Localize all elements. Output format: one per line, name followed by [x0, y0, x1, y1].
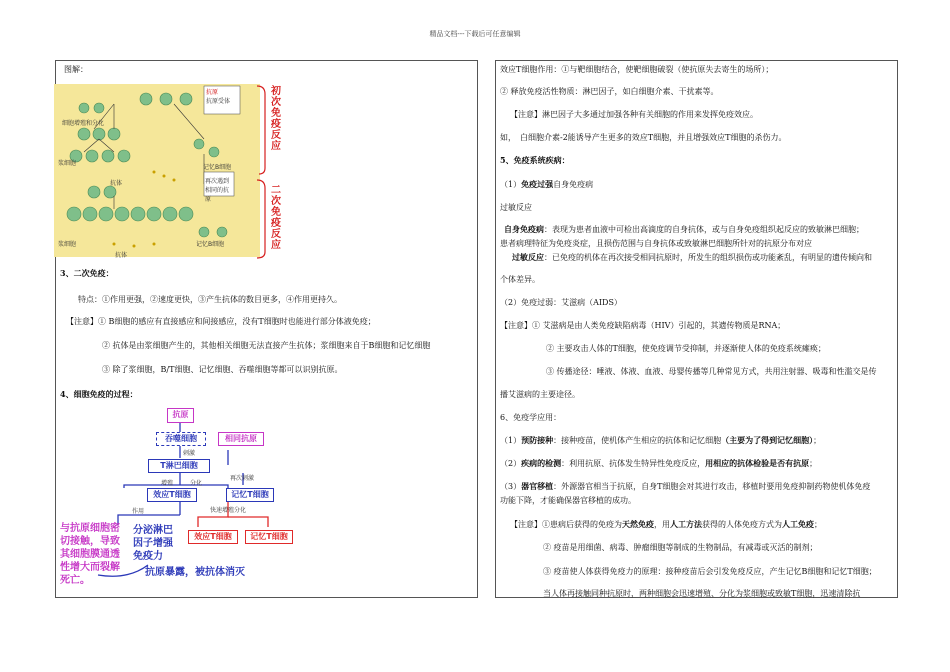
aids-note-3: ③ 传播途径：唾液、体液、血液、母婴传播等几种常见方式，共用注射器、吸毒和性滥交是传: [546, 367, 877, 376]
fig1-plasma1-label: 浆细胞: [58, 160, 77, 167]
allergy-desc: 过敏反应：已免疫的机体在再次接受相同抗原时，所发生的组织损伤或功能紊乱，有明显的遗传倾向和: [512, 252, 872, 262]
immunity-note-4: 当人体再接触同种抗原时，两种细胞会迅速增殖、分化为浆细胞或致敏T细胞，迅速清除抗: [543, 589, 861, 598]
fig1-antibody1-label: 抗体: [110, 180, 123, 187]
immunity-note-1: 【注意】①患病后获得的免疫为天然免疫，用人工方法获得的人体免疫方式为人工免疫；: [510, 519, 822, 529]
same-antigen-box: 相同抗原: [218, 432, 264, 446]
fig1-antibody2-label: 抗体: [115, 252, 128, 259]
fig1-plasma2-label: 浆细胞: [58, 241, 77, 248]
overactive-immunity: （1）免疫过强自身免疫病: [500, 179, 594, 189]
section-4-title: 4、细胞免疫的过程：: [60, 389, 138, 399]
prolif-label: 增殖: [161, 480, 174, 487]
fast-label: 快速增殖分化: [210, 507, 247, 514]
antigen-exposed-text: 抗原暴露，被抗体消灭: [145, 567, 245, 578]
immunity-note-2: ② 疫苗是用细菌、病毒、肿瘤细胞等制成的生物制品，有减毒或灭活的制剂；: [543, 543, 818, 552]
section-3-features: 特点：①作用更强，②速度更快，③产生抗体的数目更多，④作用更持久。: [78, 295, 342, 304]
diagram-label: 图解：: [64, 65, 88, 74]
target-lysis-text: 与抗原细胞密 切接触，导致 其细胞膜通透 性增大而裂解 死亡。: [60, 523, 120, 586]
aids-note-3b: 播艾滋病的主要途径。: [500, 390, 580, 399]
section-6-title: 6、免疫学应用：: [500, 413, 562, 422]
effector-t-box: 效应T细胞: [147, 488, 197, 502]
act-label: 作用: [132, 508, 145, 515]
memory-t-box: 记忆T细胞: [226, 488, 274, 502]
immunity-note-3: ③ 疫苗使人体获得免疫力的原理：接种疫苗后会引发免疫反应，产生记忆B细胞和记忆T细胞；: [543, 567, 877, 576]
effector-t-function: 效应T细胞作用：①与靶细胞结合，使靶细胞破裂（使抗原失去寄生的场所）；: [500, 65, 774, 74]
application-transplant: （3）器官移植：外源器官相当于抗原，自身T细胞会对其进行攻击，移植时要用免疫抑制药物使机体免疫: [500, 481, 871, 491]
note-3: ③ 除了浆细胞，B/T细胞、记忆细胞、吞噬细胞等都可以识别抗原。: [102, 365, 343, 374]
lymphokine-text: 分泌淋巴 因子增强 免疫力: [133, 525, 173, 562]
fig1-again-label: 再次遇到相同的抗原: [205, 178, 230, 203]
fig1-receptor-label: 抗原受体: [206, 98, 231, 105]
il2-example: 如， 白细胞介素-2能诱导产生更多的效应T细胞，并且增强效应T细胞的杀伤力。: [500, 133, 787, 142]
aids-note-1: 【注意】① 艾滋病是由人类免疫缺陷病毒（HIV）引起的，其遗传物质是RNA；: [500, 321, 786, 330]
fig1-brackets: [255, 84, 269, 264]
lymphokine-release: ② 释放免疫活性物质：淋巴因子，如白细胞介素、干扰素等。: [500, 87, 719, 96]
fig1-memory2-label: 记忆B细胞: [196, 241, 225, 248]
effector-t-box-2: 效应T细胞: [188, 530, 238, 544]
note-block-left: 【注意】① B细胞的感应有直接感应和间接感应，没有T细胞时也能进行部分体液免疫；: [66, 317, 376, 326]
antigen-box: 抗原: [167, 408, 194, 423]
stimulate-label: 刺激: [183, 450, 196, 457]
page-header: 精品文档---下载后可任意编辑: [429, 30, 521, 38]
section-3-title: 3、二次免疫：: [60, 268, 114, 278]
autoimmune-desc: 自身免疫病：表现为患者血液中可检出高滴度的自身抗体，或与自身免疫组织起反应的致敏淋巴细胞；: [504, 224, 864, 234]
fig1-prolif-label: 细胞增殖和分化: [62, 120, 105, 127]
application-vaccination: （1）预防接种：接种疫苗，使机体产生相应的抗体和记忆细胞（主要为了得到记忆细胞）；: [500, 435, 822, 445]
again-stim-label: 再次刺激: [230, 475, 255, 482]
fig1-memory1-label: 记忆B细胞: [203, 164, 232, 171]
section-5-title: 5、免疫系统疾病：: [500, 155, 570, 165]
aids-note-2: ② 主要攻击人体的T细胞，使免疫调节受抑制，并逐渐使人体的免疫系统瘫痪；: [546, 344, 826, 353]
autoimmune-desc-2: 患者病理特征为免疫炎症，且损伤范围与自身抗体或致敏淋巴细胞所针对的抗原分布对应: [500, 239, 812, 248]
allergy-desc-2: 个体差异。: [500, 275, 540, 284]
macrophage-box: 吞噬细胞: [156, 432, 206, 446]
primary-response-label: 初 次 免 疫 反 应: [271, 86, 281, 152]
lymphokine-note: 【注意】淋巴因子大多通过加强各种有关细胞的作用来发挥免疫效应。: [510, 110, 758, 119]
diff-label: 分化: [190, 480, 203, 487]
memory-t-box-2: 记忆T细胞: [245, 530, 293, 544]
application-detection: （2）疾病的检测：利用抗原、抗体发生特异性免疫反应，用相应的抗体检验是否有抗原；: [500, 458, 818, 468]
weak-immunity: （2）免疫过弱：艾滋病（AIDS）: [500, 298, 622, 307]
application-transplant-2: 功能下降，才能确保器官移植的成功。: [500, 496, 636, 505]
t-cell-box: T淋巴细胞: [148, 459, 210, 473]
allergy-item: 过敏反应: [500, 203, 532, 212]
secondary-response-label: 二 次 免 疫 反 应: [271, 185, 281, 251]
note-2: ② 抗体是由浆细胞产生的，其他相关细胞无法直接产生抗体；浆细胞来自于B细胞和记忆细胞: [102, 341, 431, 350]
fig1-antigen-label: 抗原: [206, 89, 219, 96]
